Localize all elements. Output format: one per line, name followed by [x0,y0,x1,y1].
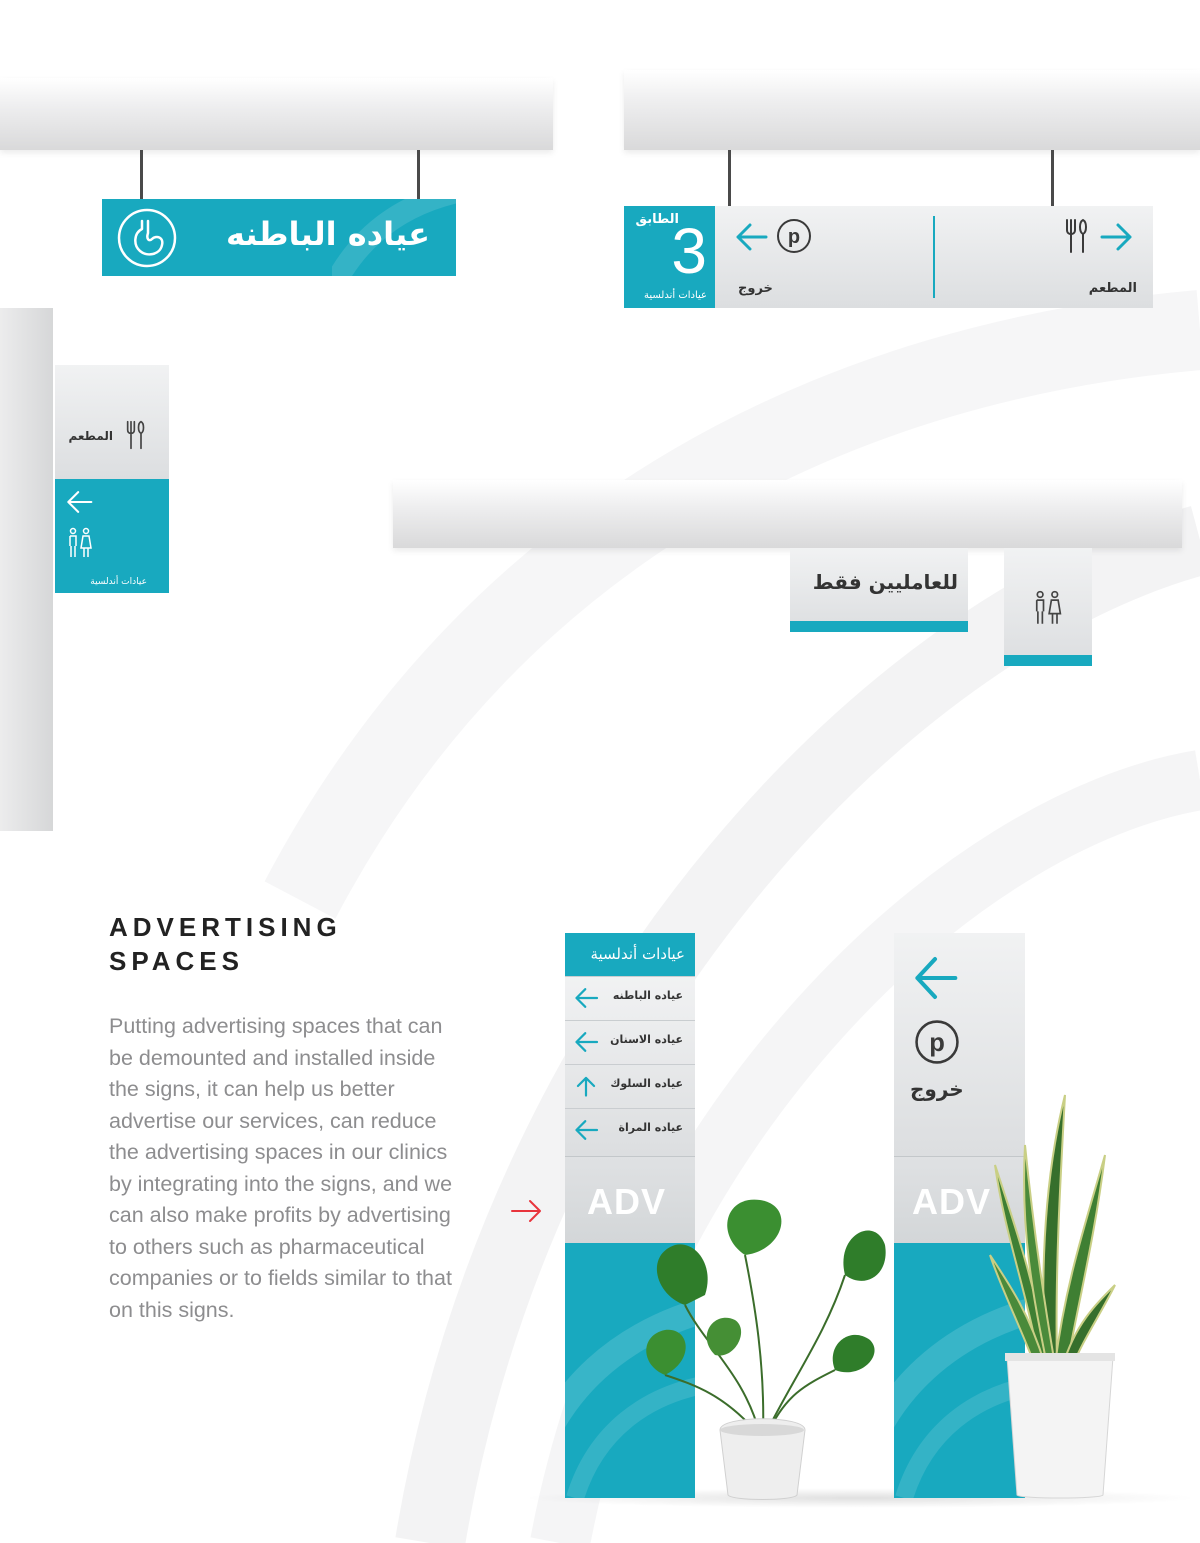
hanging-rod [140,150,143,200]
adv-label: ADV [912,1181,992,1222]
arrow-left-icon [573,1031,599,1053]
directory-row [565,1064,695,1107]
arrow-left-icon [65,489,93,515]
internal-medicine-sign [102,199,456,276]
floor-label: الطابق [635,212,679,227]
arrow-up-icon [573,1075,599,1097]
svg-text:p: p [929,1028,945,1057]
projecting-sign [55,365,169,593]
restaurant-label: المطعم [1088,281,1137,296]
exit-label: خروج [738,281,773,296]
directory-row-label: عياده المراة [618,1121,683,1134]
section-body: Putting advertising spaces that can be demounted and installed inside the signs, it can help us better advertise our services, can reduce the advertising spaces in our clinics by integrating into the signs, and we can also make profits by advertising to others such as pharmaceutical companies or to fields similar to that on this signs. [109,1014,453,1322]
plant-image [985,1085,1120,1500]
restaurant-label: المطعم [68,429,113,443]
plant-image [635,1195,890,1500]
arrow-left-icon [573,987,599,1009]
restroom-sign [1004,548,1092,666]
projecting-sign-top [55,365,169,479]
staff-only-sign [790,548,968,632]
section-heading [109,910,342,978]
heading-line-2: SPACES [109,946,244,976]
directory-row-label: عياده الاسنان [610,1033,683,1046]
totem-directory [565,976,695,1156]
ceiling-left [0,78,553,150]
directory-row [565,1108,695,1151]
ceiling-right [624,70,1200,150]
floor-number: 3 [671,215,707,287]
fork-knife-icon [1064,218,1090,254]
directory-row [565,1020,695,1063]
brand-label: عيادات أندلسية [643,290,707,301]
ceiling-middle [393,480,1182,548]
brand-label: عيادات أندلسية [90,577,147,587]
pointer-arrow-icon [510,1198,544,1224]
floor-panel [624,206,715,308]
arrow-right-icon [1100,222,1134,252]
hanging-rod [417,150,420,200]
arrow-left-icon [573,1119,599,1141]
wall-column [0,308,53,831]
sign-accent-bar [1004,655,1092,666]
directory-row-label: عياده السلوك [610,1077,683,1090]
sign-title: عياده الباطنه [225,215,430,253]
directional-sign [624,206,1153,308]
staff-only-label: للعامليين فقط [812,570,958,594]
arrow-left-icon [734,222,768,252]
hanging-rod [1051,150,1054,207]
directory-row [565,976,695,1019]
projecting-sign-bottom [55,479,169,593]
svg-text:p: p [787,226,801,248]
sign-divider [933,216,935,298]
fork-knife-icon [125,420,147,450]
exit-label: خروج [910,1077,964,1101]
totem-header-label: عيادات أندلسية [590,945,685,963]
parking-icon [776,218,812,254]
directory-row-label: عياده الباطنه [612,989,683,1002]
sign-accent-bar [790,621,968,632]
stomach-icon [116,207,178,269]
restroom-icon [67,527,93,559]
hanging-rod [728,150,731,207]
restroom-icon [1033,590,1063,626]
adv-label: ADV [587,1181,667,1222]
heading-line-1: ADVERTISING [109,912,342,942]
totem-header [565,933,695,976]
parking-icon [914,1019,960,1065]
arrow-left-icon [912,955,958,1001]
